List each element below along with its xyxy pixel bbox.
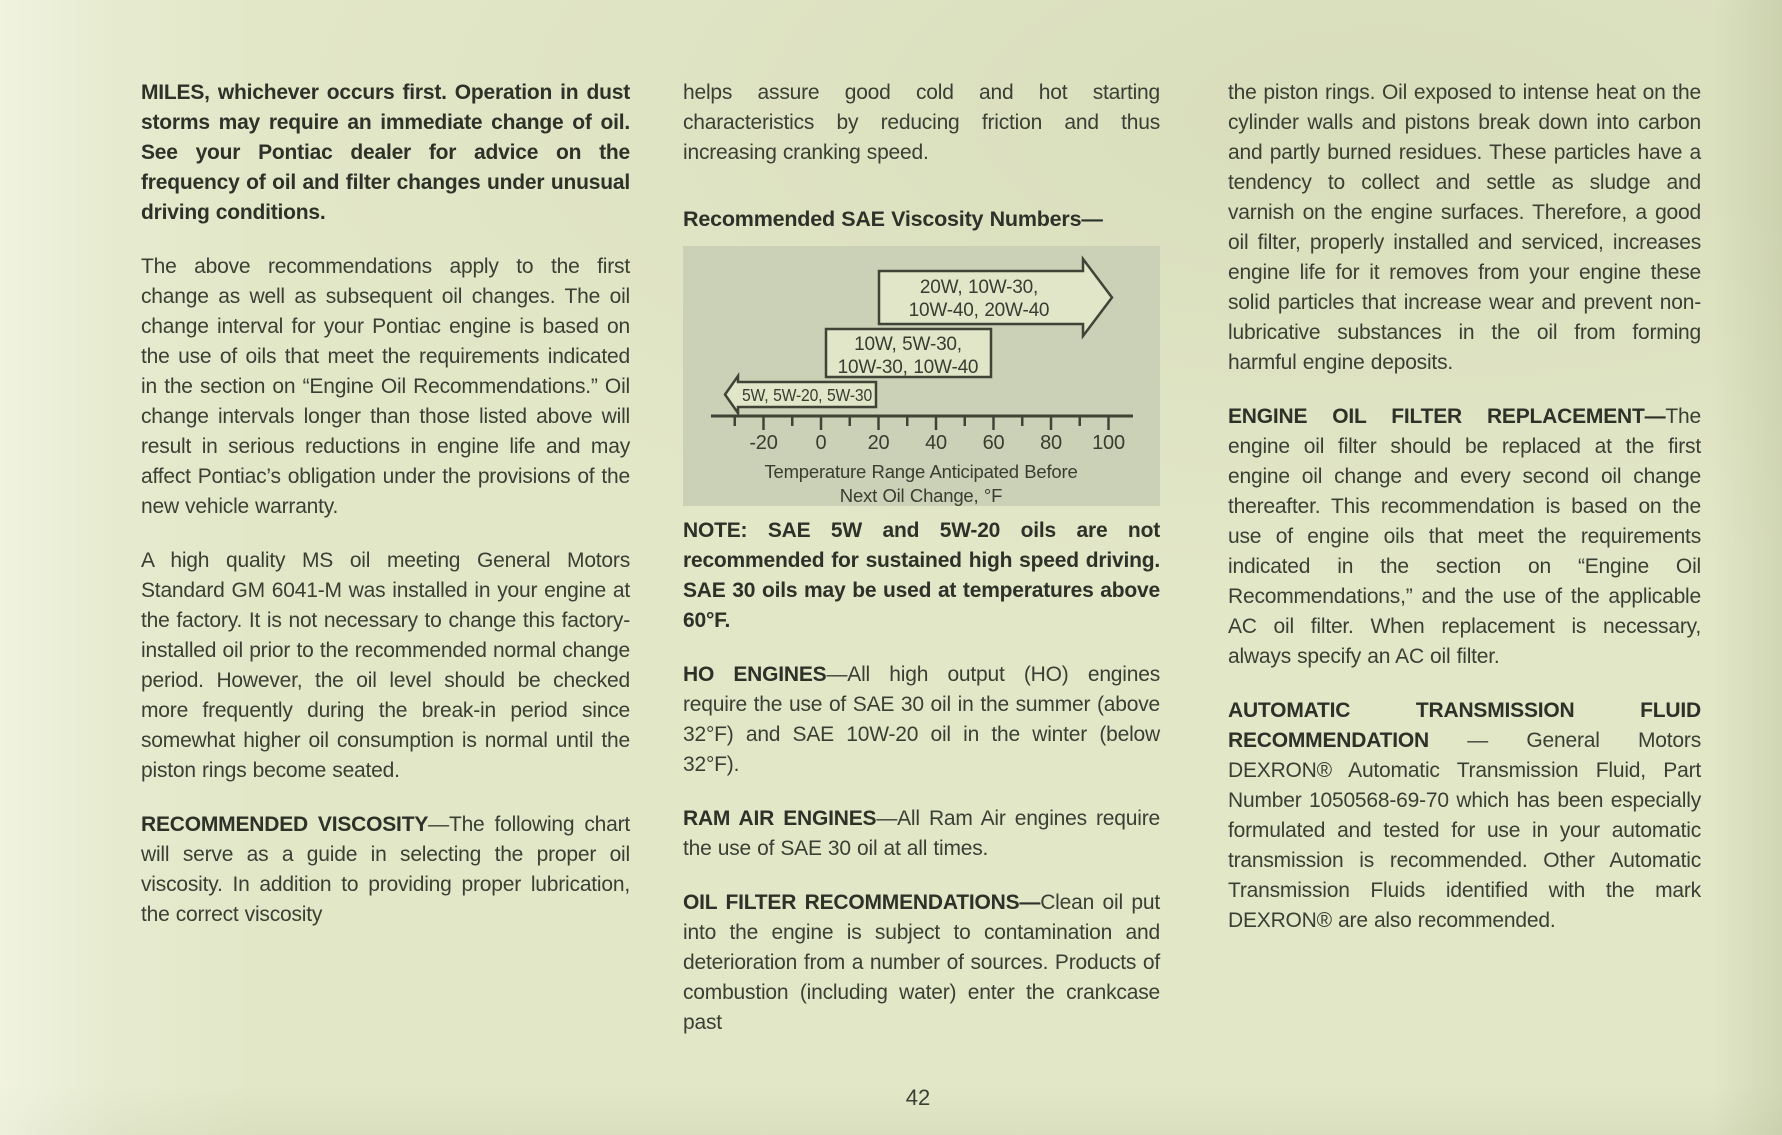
tick-label-0: 0 xyxy=(815,432,827,454)
chart-caption-line1: Temperature Range Anticipated Before xyxy=(764,461,1078,482)
column-right xyxy=(1228,78,1701,960)
paragraph-automatic-transmission-fluid: AUTOMATIC TRANSMISSION FLUID RECOMMENDATION — General Motors DEXRON® Automatic Transmission Fluid, Part Number 1050568-69-70 which has been especially formulated and tested for use in your automatic transmission is recommended. Other Automatic Transmission Fluids identified with the mark DEXRON® are also recommended. xyxy=(1228,699,1701,932)
tick-label-80: 80 xyxy=(1040,432,1062,454)
viscosity-chart-svg xyxy=(683,246,1160,506)
chart-caption-line2: Next Oil Change, °F xyxy=(839,485,1003,506)
column-middle xyxy=(683,78,1160,1062)
recommended-viscosity-heading: RECOMMENDED VISCOSITY xyxy=(141,813,429,836)
range-bar-20w-label-line1: 20W, 10W-30, xyxy=(919,277,1039,298)
engine-oil-filter-replacement-heading: ENGINE OIL FILTER REPLACEMENT— xyxy=(1228,405,1666,428)
paragraph-ms-oil: A high quality MS oil meeting General Motors Standard GM 6041-M was installed in your engine at the factory. It is not necessary to change this factory-installed oil prior to the recommended normal change period. However, the oil level should be checked more frequently during the break-in period since somewhat higher oil consumption is normal until the piston rings become seated. xyxy=(141,549,630,782)
tick-label-40: 40 xyxy=(925,432,947,454)
paragraph-cranking-speed: helps assure good cold and hot starting characteristics by reducing friction and thus increasing cranking speed. xyxy=(683,81,1160,164)
viscosity-chart xyxy=(683,246,1160,506)
range-bar-20w-label-line2: 10W-40, 20W-40 xyxy=(908,300,1050,321)
paragraph-ram-air-engines: RAM AIR ENGINES—All Ram Air engines require the use of SAE 30 oil at all times. xyxy=(683,807,1160,860)
paragraph-recommendations-apply: The above recommendations apply to the first change as well as subsequent oil changes. The oil change interval for your Pontiac engine is based on the use of oils that meet the requirements indicated in the section on “Engine Oil Recommendations.” Oil change intervals longer than those listed above will result in serious reductions in engine life and may affect Pontiac’s obligation under the provisions of the new vehicle warranty. xyxy=(141,255,630,518)
range-bar-10w-label-line1: 10W, 5W-30, xyxy=(854,334,962,355)
chart-title: Recommended SAE Viscosity Numbers— xyxy=(683,207,1103,231)
paragraph-miles: MILES, whichever occurs first. Operation in dust storms may require an immediate change of oil. See your Pontiac dealer for advice on the frequency of oil and filter changes under unusual driving conditions. xyxy=(141,81,630,224)
paragraph-piston-rings: the piston rings. Oil exposed to intense heat on the cylinder walls and pistons break down into carbon and partly burned residues. These particles have a tendency to collect and settle as sludge and varnish on the engine surfaces. Therefore, a good oil filter, properly installed and serviced, increases engine life for it removes from your engine these solid particles that increase wear and prevent non-lubricative substances in the oil from forming harmful engine deposits. xyxy=(1228,81,1701,374)
paragraph-oil-filter-recommendations: OIL FILTER RECOMMENDATIONS—Clean oil put into the engine is subject to contamination and deterioration from a number of sources. Products of combustion (including water) enter the crankcase past xyxy=(683,891,1160,1034)
ho-engines-heading: HO ENGINES xyxy=(683,663,827,686)
tick-label-neg20: -20 xyxy=(749,432,778,454)
page-number: 42 xyxy=(905,1085,931,1110)
paragraph-note: NOTE: SAE 5W and 5W-20 oils are not recommended for sustained high speed driving. SAE 30 oils may be used at temperatures above 60°F. xyxy=(683,519,1160,632)
paragraph-engine-oil-filter-replacement: ENGINE OIL FILTER REPLACEMENT—The engine oil filter should be replaced at the first engine oil change and every second oil change thereafter. This recommendation is based on the use of engine oils that meet the requirements indicated in the section on “Engine Oil Recommendations,” and the use of the applicable AC oil filter. When replacement is necessary, always specify an AC oil filter. xyxy=(1228,405,1701,668)
tick-label-60: 60 xyxy=(982,432,1005,454)
range-bar-10w-label-line2: 10W-30, 10W-40 xyxy=(837,357,979,378)
range-bar-5w-label: 5W, 5W-20, 5W-30 xyxy=(742,385,873,405)
paragraph-recommended-viscosity: RECOMMENDED VISCOSITY—The following chart will serve as a guide in selecting the proper oil viscosity. In addition to providing proper lubrication, the correct viscosity xyxy=(141,813,630,926)
ram-air-engines-heading: RAM AIR ENGINES xyxy=(683,807,877,830)
tick-label-20: 20 xyxy=(867,432,890,454)
column-left xyxy=(141,78,630,954)
paragraph-ho-engines: HO ENGINES—All high output (HO) engines require the use of SAE 30 oil in the summer (above 32°F) and SAE 10W-20 oil in the winter (below 32°F). xyxy=(683,663,1160,776)
tick-label-100: 100 xyxy=(1092,432,1125,454)
oil-filter-recommendations-heading: OIL FILTER RECOMMENDATIONS— xyxy=(683,891,1041,914)
automatic-transmission-fluid-heading: AUTOMATIC TRANSMISSION FLUID RECOMMENDATION xyxy=(1228,699,1701,752)
